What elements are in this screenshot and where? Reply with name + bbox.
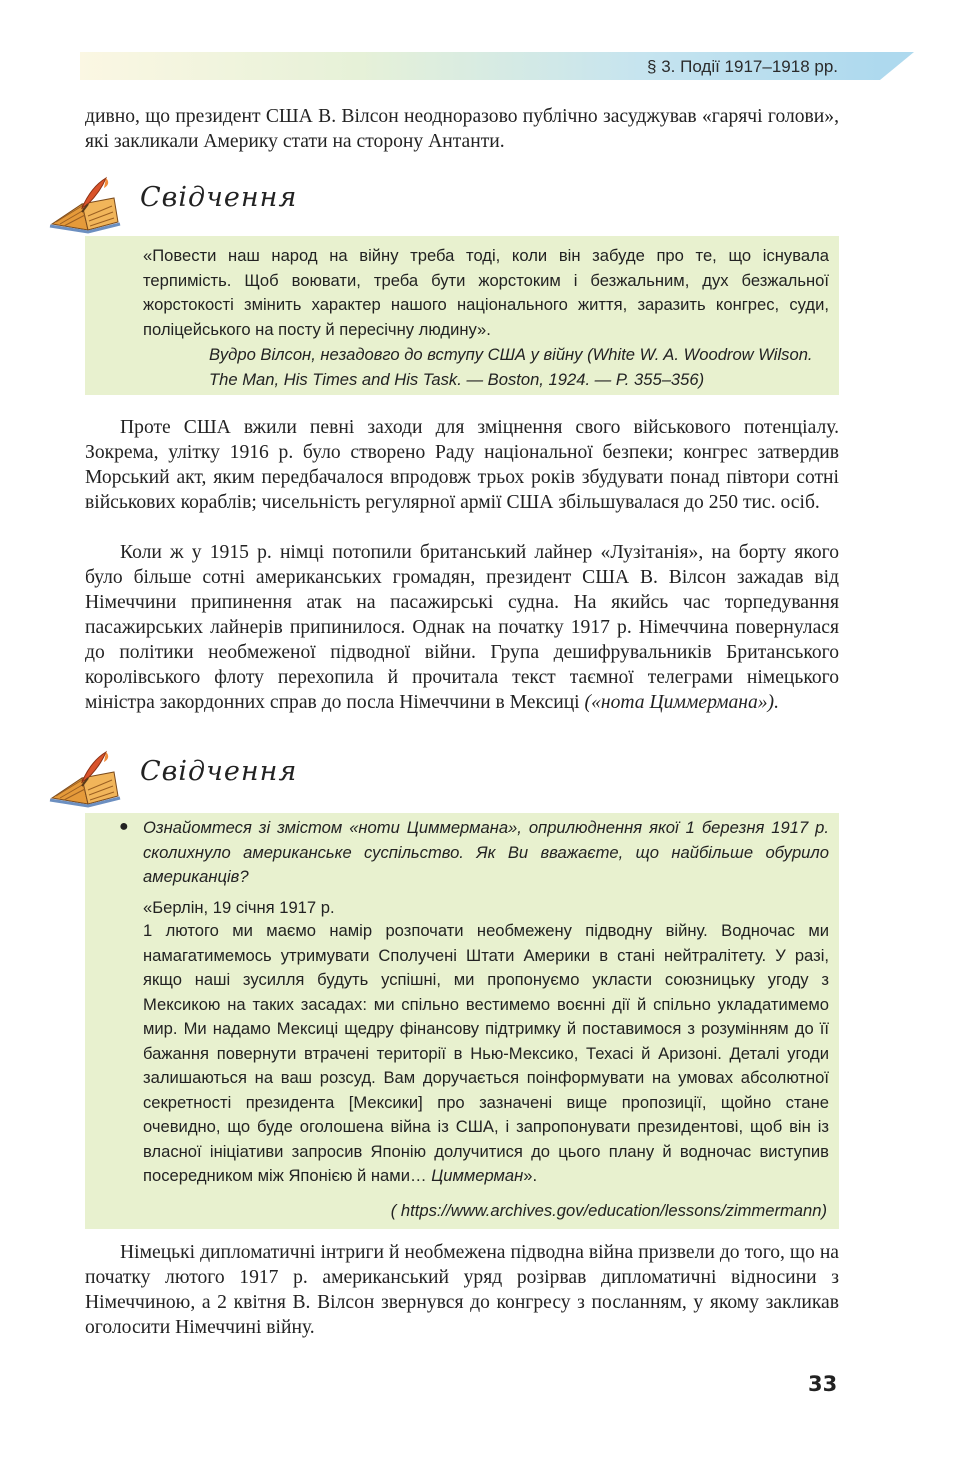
body-paragraph-2 <box>85 540 839 715</box>
zimmermann-letter-body <box>143 919 829 1189</box>
wilson-quote-source: Вудро Вілсон, незадовго до вступу США у війну (White W. A. Woodrow Wilson. The Man, His Times and His Task. — Boston, 1924. — P. 355–356) <box>209 345 813 389</box>
zimmermann-source: ( https://www.archives.gov/education/lessons/zimmermann) <box>390 1201 827 1220</box>
bullet-icon: ● <box>119 818 129 835</box>
intro-paragraph: дивно, що президент США В. Вілсон неодноразово публічно засуджував «гарячі голови», які закликали Америку стати на сторону Антанти. <box>85 106 839 152</box>
body-paragraph-1: Проте США вжили певні заходи для зміцнення свого військового потенціалу. Зокрема, улітку 1916 р. було створено Раду національної безпеки; конгрес затвердив Морський акт, яким передбачалося впродовж трьох років збудувати понад півтори сотні військових кораблів; чисельність регулярної армії США збільшувалася до 250 тис. осіб. <box>85 417 839 513</box>
zimmermann-letter-date: «Берлін, 19 січня 1917 р. <box>143 898 335 917</box>
open-book-with-quill-icon <box>48 748 124 808</box>
open-book-with-quill-icon <box>48 174 124 234</box>
wilson-quote: «Повести наш народ на війну треба тоді, коли він забуде про те, що існувала терпимість. Щоб воювати, треба бути жорстоким і безжальним, дух безжальної жорстокості змінить характер нашого національного життя, заразить конгрес, суди, поліцейського на посту й пересічну людину». <box>143 246 829 339</box>
task-question: Ознайомтеся зі змістом «ноти Циммермана», оприлюднення якої 1 березня 1917 р. сколихнуло американське суспільство. Як Ви вважаєте, що найбільше обурило американців? <box>143 818 829 886</box>
evidence-heading-title: Свідчення <box>140 756 298 787</box>
zimmermann-letter-end: ». <box>523 1166 538 1185</box>
zimmermann-letter-text: 1 лютого ми маємо намір розпочати необмежену підводну війну. Водночас ми намагатимемось утримувати Сполучені Штати Америки в стані нейтралітету. У разі, якщо наші зусилля будуть успішні, ми пропонуємо укласти союзницьку угоду з Мексикою на таких засадах: ми спільно вестимемо воєнні дії й спільно укладатимемо мир. Ми надамо Мексиці щедру фінансову підтримку й поставимося з розумінням до її бажання повернути втрачені території в Нью-Мексико, Техасі й Аризоні. Деталі угоди залишаються на ваш розсуд. Вам доручається поінформувати на умовах абсолютної секретності президента [Мексики] про зазначені вище пропозиції, щойно стане очевидно, що буде оголошена війна із США, і запропонувати президентові, щоб він із власної ініціативи запросив Японію долучитися до цього плану й водночас виступив посередником між Японією й нами… <box>143 921 829 1185</box>
evidence-heading-title: Свідчення <box>140 182 298 213</box>
evidence-heading-2 <box>48 748 348 808</box>
closing-paragraph: Німецькі дипломатичні інтриги й необмежена підводна війна призвели до того, що на початку лютого 1917 р. американський уряд розірвав дипломатичні відносини з Німеччиною, а 2 квітня В. Вілсон звернувся до конгресу з посланням, у якому закликав оголосити Німеччині війну. <box>85 1242 839 1338</box>
page-number: 33 <box>808 1372 838 1396</box>
zimmermann-signature: Циммерман <box>431 1166 524 1185</box>
evidence-heading-1 <box>48 174 348 234</box>
running-header-title: § 3. Події 1917–1918 рр. <box>647 57 838 76</box>
zimmermann-note-term: («нота Циммермана»). <box>584 692 779 713</box>
header-band-tip <box>880 52 914 80</box>
body-paragraph-2-text: Коли ж у 1915 р. німці потопили британський лайнер «Лузітанія», на борту якого було більше сотні американських громадян, президент США В. Вілсон зажадав від Німеччини припинення атак на пасажирські судна. На якийсь час торпедування пасажирських лайнерів припинилося. Однак на початку 1917 р. Німеччина повернулася до політики необмеженої підводної війни. Група дешифрувальників Британського королівського флоту перехопила й прочитала текст таємної телеграми німецького міністра закордонних справ до посла Німеччини в Мексиці <box>85 542 839 713</box>
evidence-quote-box-2 <box>85 813 839 1229</box>
evidence-quote-box-1 <box>85 236 839 395</box>
